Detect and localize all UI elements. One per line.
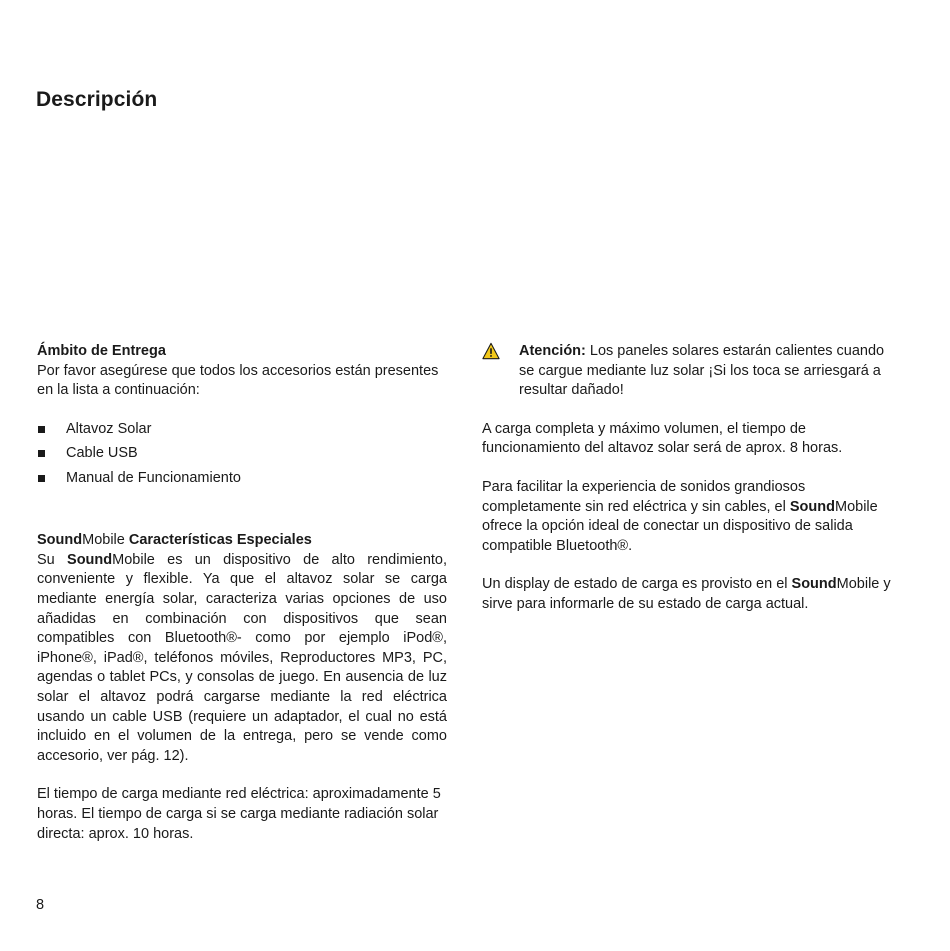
runtime-paragraph: A carga completa y máximo volumen, el tiempo de funcionamiento del altavoz solar será de aprox. 8 horas. (482, 420, 843, 457)
experience-paragraph (482, 478, 892, 556)
bullet-icon (38, 426, 45, 433)
list-item (37, 420, 447, 445)
charge-time-paragraph: El tiempo de carga mediante red eléctrica: aproximadamente 5 horas. El tiempo de carga si se carga mediante radiación solar directa: aprox. 10 horas. (37, 786, 441, 842)
display-before: Un display de estado de carga es provisto en el (482, 576, 792, 593)
features-text: Mobile es un dispositivo de alto rendimiento, conveniente y flexible. Ya que el altavoz solar se carga mediante energía solar, caracteriza varias opciones de uso añadidas en combinación con dispositivos que sean compatibles con Bluetooth®- como por ejemplo iPod®, iPhone®, iPad®, teléfonos móviles, Reproductores MP3, PC, agendas o tablet PCs, y consolas de juego. En ausencia de luz solar el altavoz podrá cargarse mediante la red eléctrica usando un cable USB (requiere un adaptador, el cual no está incluido en el volumen de la entrega, pero se vende como accesorio, ver pág. 12). (37, 551, 448, 764)
brand-bold: Sound (791, 576, 837, 593)
warning-note (482, 342, 892, 401)
brand-bold: Sound (67, 551, 113, 568)
list-item-label: Altavoz Solar (66, 420, 152, 437)
delivery-heading: Ámbito de Entrega (37, 343, 166, 359)
page-title: Descripción (36, 88, 158, 111)
features-paragraph (37, 551, 447, 767)
features-heading (37, 531, 447, 551)
list-item (37, 469, 447, 494)
display-paragraph (482, 575, 892, 614)
left-column (37, 342, 447, 844)
bullet-icon (38, 475, 45, 482)
warning-text: Los paneles solares estarán calientes cuando se cargue mediante luz solar ¡Si los toca se arriesgará a resultar dañado! (519, 343, 885, 399)
list-item-label: Cable USB (66, 445, 138, 462)
brand-regular: Mobile (82, 532, 125, 549)
brand-bold: Sound (789, 498, 835, 515)
display-after: Mobile y sirve para informarle de su estado de carga actual. (482, 576, 891, 612)
delivery-list (37, 420, 447, 494)
brand-bold: Sound (37, 532, 83, 549)
experience-before: Para facilitar la experiencia de sonidos grandiosos completamente sin red eléctrica y sin cables, el (482, 478, 806, 515)
delivery-intro: Por favor asegúrese que todos los accesorios están presentes en la lista a continuación: (37, 362, 439, 399)
list-item-label: Manual de Funcionamiento (66, 469, 241, 486)
right-column (482, 342, 892, 615)
page-number: 8 (36, 897, 45, 913)
warning-triangle-icon (482, 342, 500, 360)
experience-after: Mobile ofrece la opción ideal de conectar un dispositivo de salida compatible Bluetooth®. (482, 498, 878, 554)
bullet-icon (38, 450, 45, 457)
list-item (37, 444, 447, 469)
features-heading-rest: Características Especiales (124, 532, 312, 549)
features-prefix: Su (37, 551, 68, 568)
warning-label: Atención: (519, 343, 586, 359)
